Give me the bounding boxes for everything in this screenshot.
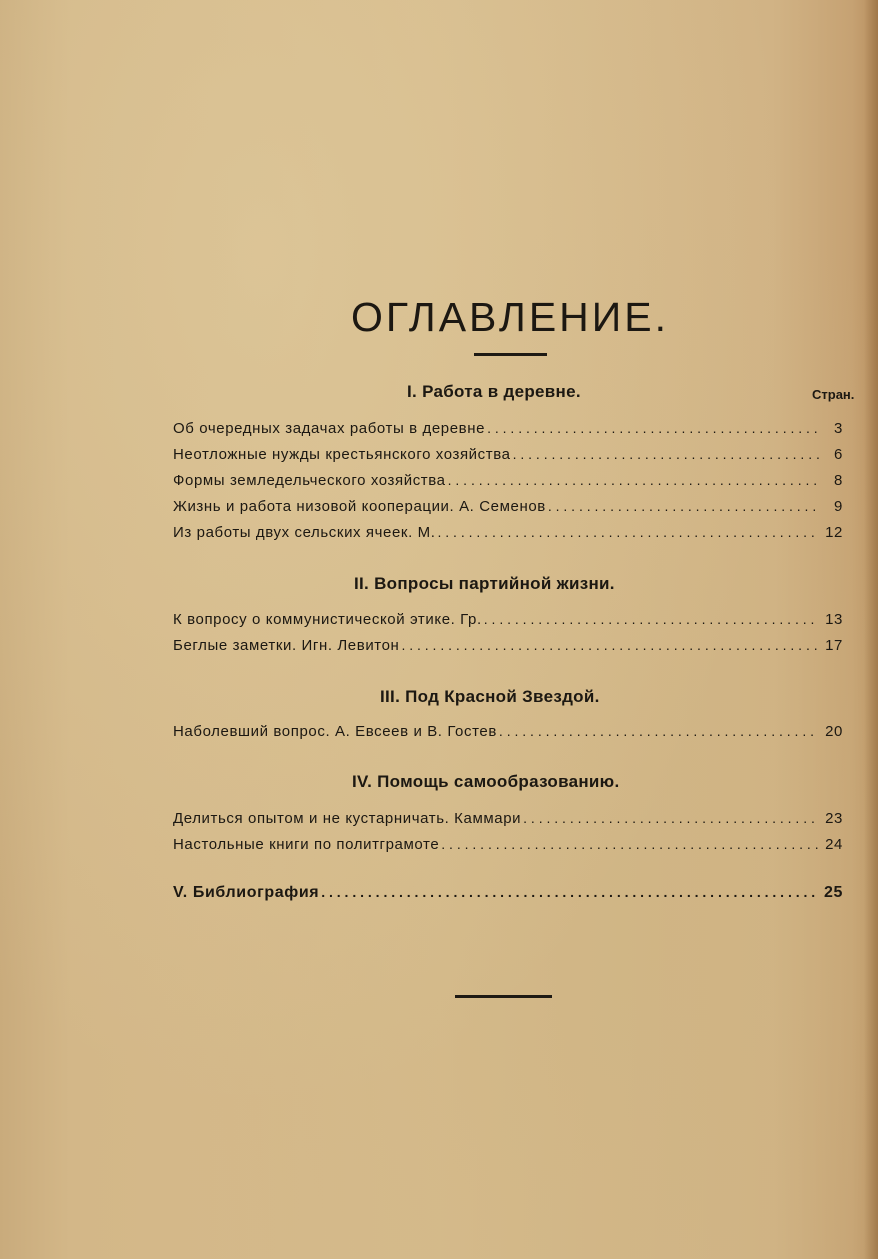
toc-entry-title: Наболевший вопрос. А. Евсеев и В. Гостев <box>173 723 497 740</box>
section-heading-4: IV. Помощь самообразованию. <box>352 772 620 791</box>
leader-dots <box>401 637 819 653</box>
leader-dots <box>487 420 819 436</box>
leader-dots <box>484 611 819 627</box>
toc-entry <box>173 723 843 745</box>
toc-entry <box>173 472 843 494</box>
toc-entry-title: Об очередных задачах работы в деревне <box>173 420 486 437</box>
toc-entry-title: Формы земледельческого хозяйства <box>173 472 446 489</box>
toc-entry-page: 12 <box>825 524 843 541</box>
page-edge-shadow <box>864 0 878 1259</box>
toc-entry <box>173 498 843 520</box>
toc-entry-title: К вопросу о коммунистической этике. Гр. <box>173 611 482 628</box>
toc-entry <box>173 420 843 442</box>
page-title: ОГЛАВЛЕНИЕ. <box>351 294 669 340</box>
toc-entry-title: Из работы двух сельских ячеек. М. <box>173 524 436 541</box>
toc-entry <box>173 611 843 633</box>
toc-entry <box>173 810 843 832</box>
toc-entry <box>173 446 843 468</box>
title-underline <box>474 353 547 356</box>
leader-dots <box>523 810 819 826</box>
toc-entry <box>173 524 843 546</box>
closing-rule <box>455 995 552 998</box>
toc-entry-title: Делиться опытом и не кустарничать. Каммари <box>173 810 522 827</box>
toc-entry <box>173 836 843 858</box>
toc-entry-page: 24 <box>825 836 843 853</box>
section-heading-3: III. Под Красной Звездой. <box>380 687 600 706</box>
page-column-label: Стран. <box>812 387 855 402</box>
leader-dots <box>548 498 819 514</box>
toc-entry-page: 8 <box>834 472 843 489</box>
toc-entry-page: 3 <box>834 420 843 437</box>
toc-entry-title: Настольные книги по политграмоте <box>173 836 440 853</box>
toc-entry-page: 25 <box>824 884 843 901</box>
toc-entry-page: 17 <box>825 637 843 654</box>
leader-dots <box>438 524 820 540</box>
toc-entry-page: 20 <box>825 723 843 740</box>
toc-entry-page: 23 <box>825 810 843 827</box>
toc-entry-title: V. Библиография <box>173 884 320 901</box>
toc-entry-bibliography <box>173 884 843 906</box>
toc-entry <box>173 637 843 659</box>
leader-dots <box>448 472 819 488</box>
toc-entry-page: 9 <box>834 498 843 515</box>
toc-entry-title: Жизнь и работа низовой кооперации. А. Семенов <box>173 498 546 515</box>
toc-entry-page: 13 <box>825 611 843 628</box>
leader-dots <box>441 836 819 852</box>
section-heading-2: II. Вопросы партийной жизни. <box>354 574 615 593</box>
leader-dots <box>513 446 819 462</box>
leader-dots <box>321 884 818 900</box>
toc-entry-title: Беглые заметки. Игн. Левитон <box>173 637 400 654</box>
leader-dots <box>499 723 819 739</box>
toc-entry-title: Неотложные нужды крестьянского хозяйства <box>173 446 511 463</box>
section-heading-1: I. Работа в деревне. <box>407 382 581 401</box>
toc-entry-page: 6 <box>834 446 843 463</box>
